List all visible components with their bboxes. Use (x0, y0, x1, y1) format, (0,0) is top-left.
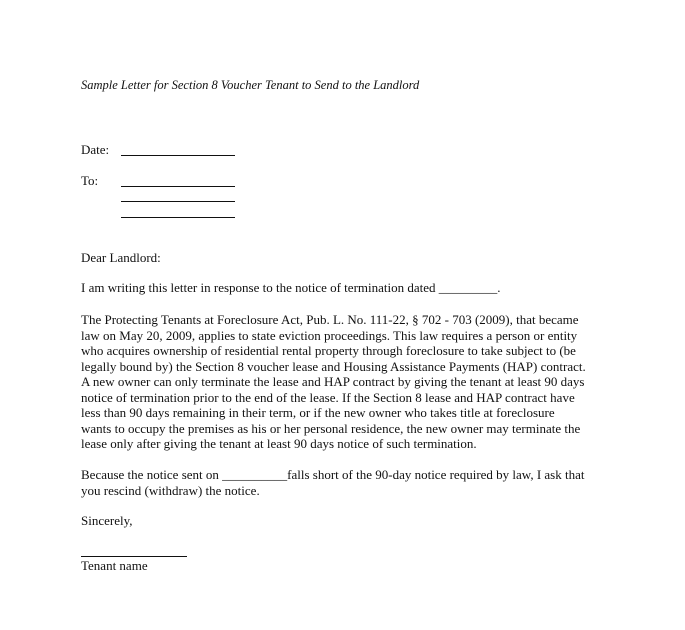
to-blank-line-3 (121, 217, 235, 218)
to-label: To: (81, 173, 99, 188)
paragraph-request: Because the notice sent on __________falls short of the 90-day notice required by law, I ask that you rescind (withdraw) the notice. (81, 467, 585, 498)
letter-title: Sample Letter for Section 8 Voucher Tenant to Send to the Landlord (81, 78, 420, 92)
to-blank-line-2 (121, 201, 235, 202)
date-blank-line (121, 155, 235, 156)
paragraph-intro: I am writing this letter in response to the notice of termination dated _________. (81, 280, 501, 295)
closing: Sincerely, (81, 513, 133, 528)
salutation: Dear Landlord: (81, 250, 161, 265)
paragraph-law: The Protecting Tenants at Foreclosure Act, Pub. L. No. 111-22, § 702 - 703 (2009), that became law on May 20, 2009, applies to state eviction proceedings. This law requires a person or entity who acquires ownership of residential rental property through foreclosure to take subject to (be legally bound by) the Section 8 voucher lease and Housing Assistance Payments (HAP) contract. A new owner can only terminate the lease and HAP contract by giving the tenant at least 90 days notice of termination prior to the end of the lease. If the Section 8 lease and HAP contract have less than 90 days remaining in their term, or if the new owner who takes title at foreclosure wants to occupy the premises as his or her personal residence, the new owner may terminate the lease only after giving the tenant at least 90 days notice of such termination. (81, 312, 586, 451)
to-blank-line-1 (121, 186, 235, 187)
date-label: Date: (81, 142, 110, 157)
signature-label: Tenant name (81, 558, 148, 573)
signature-line (81, 556, 187, 557)
